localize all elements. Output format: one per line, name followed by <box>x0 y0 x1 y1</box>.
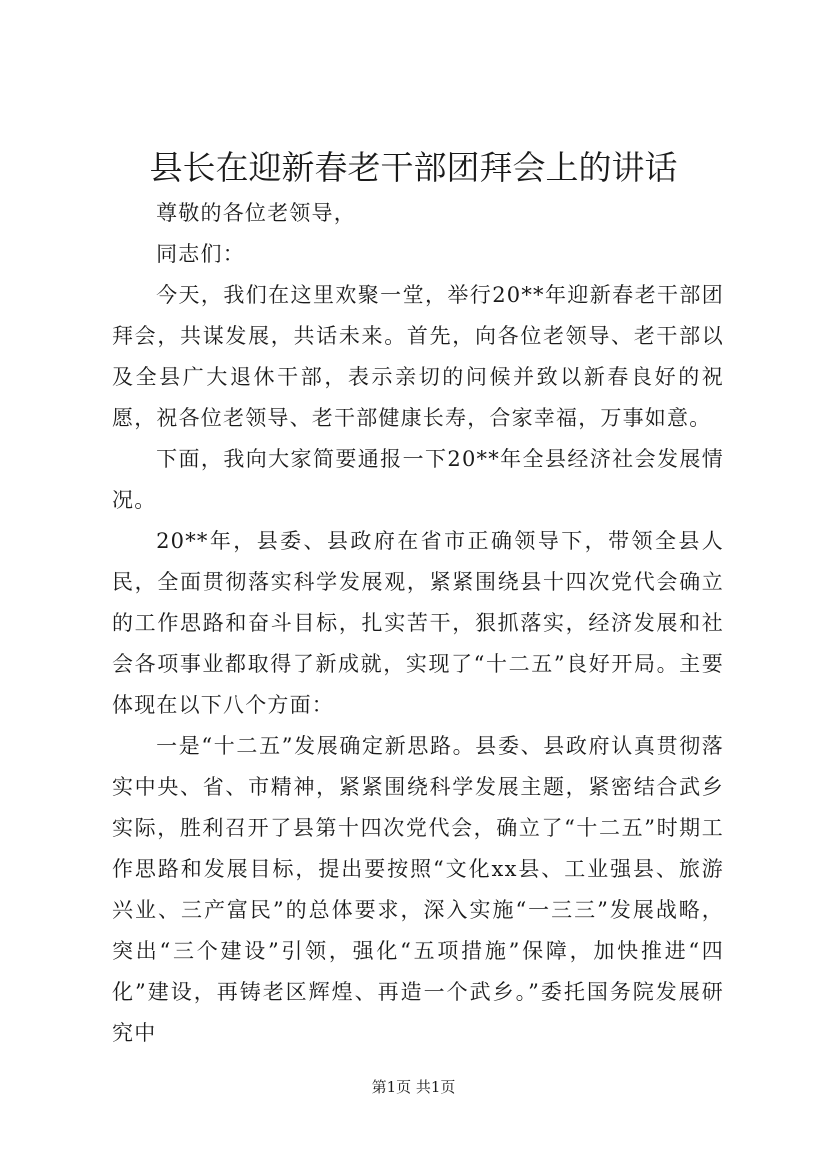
salutation-line: 同志们： <box>156 242 245 266</box>
body-paragraph: 今天，我们在这里欢聚一堂，举行20**年迎新春老干部团拜会，共谋发展，共话未来。首先，向各位老领导、老干部以及全县广大退休干部，表示亲切的问候并致以新春良好的祝愿，祝各位老领导、老干部健康长寿，合家幸福，万事如意。 <box>112 283 724 430</box>
document-title: 县长在迎新春老干部团拜会上的讲话 <box>149 148 678 187</box>
body-paragraph: 20**年，县委、县政府在省市正确领导下，带领全县人民，全面贯彻落实科学发展观，紧紧围绕县十四次党代会确立的工作思路和奋斗目标，扎实苦干，狠抓落实，经济发展和社会各项事业都取得了新成就，实现了“十二五”良好开局。主要体现在以下八个方面： <box>112 529 724 717</box>
body-paragraph: 一是“十二五”发展确定新思路。县委、县政府认真贯彻落实中央、省、市精神，紧紧围绕科学发展主题，紧密结合武乡实际，胜利召开了县第十四次党代会，确立了“十二五”时期工作思路和发展目标，提出要按照“文化xx县、工业强县、旅游兴业、三产富民”的总体要求，深入实施“一三三”发展战略，突出“三个建设”引领，强化“五项措施”保障，加快推进“四化”建设，再铸老区辉煌、再造一个武乡。”委托国务院发展研究中 <box>112 734 724 1045</box>
page-number-footer: 第1页 共1页 <box>371 1078 456 1096</box>
body-paragraph: 下面，我向大家简要通报一下20**年全县经济社会发展情况。 <box>112 447 724 512</box>
document-body <box>112 193 724 1054</box>
salutation-line: 尊敬的各位老领导， <box>156 201 356 225</box>
